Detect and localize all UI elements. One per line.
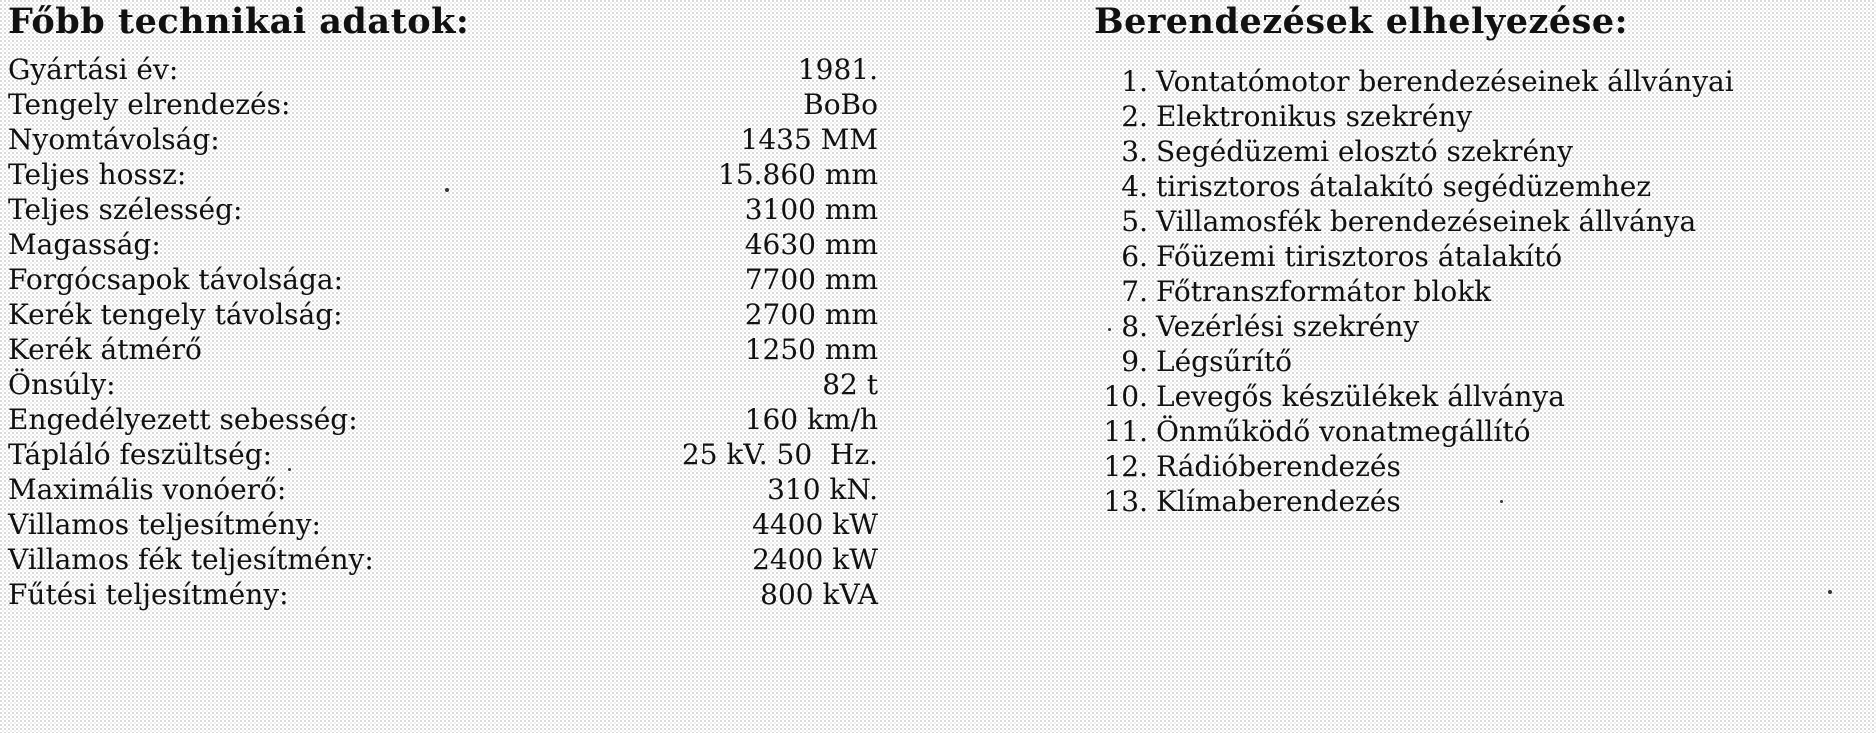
spec-label: Kerék átmérő [8,333,202,366]
item-text: Elektronikus szekrény [1156,100,1473,133]
item-number: 6. [1121,240,1148,273]
spec-row [8,367,878,402]
item-number: 1. [1121,65,1148,98]
spec-label: Fűtési teljesítmény: [8,578,289,611]
spec-label: Maximális vonóerő: [8,473,287,506]
technical-data-heading: Főbb technikai adatok: [8,1,470,42]
item-text: Főtranszformátor blokk [1156,275,1492,308]
spec-value: 4630 mm [744,228,878,261]
item-text: Rádióberendezés [1156,450,1401,483]
list-item [1094,169,1874,204]
item-text: Vontatómotor berendezéseinek állványai [1156,65,1734,98]
spec-row [8,437,878,472]
spec-row [8,472,878,507]
spec-row [8,577,878,612]
item-text: Önműködő vonatmegállító [1156,415,1531,448]
item-number: 13. [1103,485,1148,518]
scan-speck [1108,328,1111,331]
spec-label: Engedélyezett sebesség: [8,403,358,436]
technical-data-table [8,52,878,612]
list-item [1094,414,1874,449]
list-item [1094,64,1874,99]
spec-row [8,332,878,367]
spec-value: 1250 mm [744,333,878,366]
spec-row [8,87,878,122]
spec-value: 25 kV. 50 Hz. [681,438,878,471]
item-text: tirisztoros átalakító segédüzemhez [1156,170,1652,203]
spec-label: Teljes szélesség: [8,193,243,226]
item-number: 12. [1103,450,1148,483]
spec-label: Gyártási év: [8,53,179,86]
item-text: Klímaberendezés [1156,485,1401,518]
technical-data-section [8,0,878,612]
spec-value: 1435 MM [740,123,878,156]
list-item [1094,449,1874,484]
spec-label: Önsúly: [8,368,116,401]
spec-value: 2400 kW [752,543,878,576]
item-text: Vezérlési szekrény [1156,310,1420,343]
spec-row [8,52,878,87]
list-item [1094,379,1874,414]
spec-label: Forgócsapok távolsága: [8,263,344,296]
spec-row [8,402,878,437]
spec-label: Tengely elrendezés: [8,88,291,121]
item-number: 11. [1103,415,1148,448]
list-item [1094,204,1874,239]
spec-label: Nyomtávolság: [8,123,220,156]
spec-value: 15.860 mm [718,158,878,191]
spec-value: 800 kVA [760,578,878,611]
item-text: Villamosfék berendezéseinek állványa [1156,205,1697,238]
spec-value: 2700 mm [744,298,878,331]
item-text: Levegős készülékek állványa [1156,380,1565,413]
equipment-list [1094,64,1874,519]
item-number: 4. [1121,170,1148,203]
spec-label: Magasság: [8,228,161,261]
spec-row [8,157,878,192]
item-number: 2. [1121,100,1148,133]
list-item [1094,344,1874,379]
spec-value: 4400 kW [752,508,878,541]
scan-speck [445,188,449,192]
scan-speck [1828,590,1832,594]
item-number: 7. [1121,275,1148,308]
spec-value: 1981. [797,53,878,86]
item-number: 5. [1121,205,1148,238]
spec-row [8,542,878,577]
spec-value: BoBo [803,88,878,121]
spec-row [8,227,878,262]
item-number: 8. [1121,310,1148,343]
equipment-layout-heading: Berendezések elhelyezése: [1094,1,1629,42]
item-text: Főüzemi tirisztoros átalakító [1156,240,1563,273]
item-text: Légsűrítő [1156,345,1292,378]
spec-row [8,192,878,227]
item-number: 9. [1121,345,1148,378]
list-item [1094,309,1874,344]
spec-row [8,507,878,542]
item-text: Segédüzemi elosztó szekrény [1156,135,1573,168]
spec-label: Villamos teljesítmény: [8,508,321,541]
equipment-layout-section [1094,0,1874,519]
item-number: 3. [1121,135,1148,168]
item-number: 10. [1103,380,1148,413]
spec-value: 310 kN. [767,473,878,506]
spec-label: Teljes hossz: [8,158,187,191]
list-item [1094,484,1874,519]
list-item [1094,99,1874,134]
spec-label: Tápláló feszültség: [8,438,273,471]
list-item [1094,134,1874,169]
spec-value: 7700 mm [744,263,878,296]
scan-speck [1500,500,1503,503]
list-item [1094,239,1874,274]
spec-value: 160 km/h [744,403,878,436]
spec-label: Villamos fék teljesítmény: [8,543,374,576]
spec-row [8,122,878,157]
spec-row [8,262,878,297]
spec-value: 82 t [822,368,878,401]
spec-value: 3100 mm [744,193,878,226]
spec-label: Kerék tengely távolság: [8,298,343,331]
list-item [1094,274,1874,309]
spec-row [8,297,878,332]
scan-speck [288,468,291,471]
